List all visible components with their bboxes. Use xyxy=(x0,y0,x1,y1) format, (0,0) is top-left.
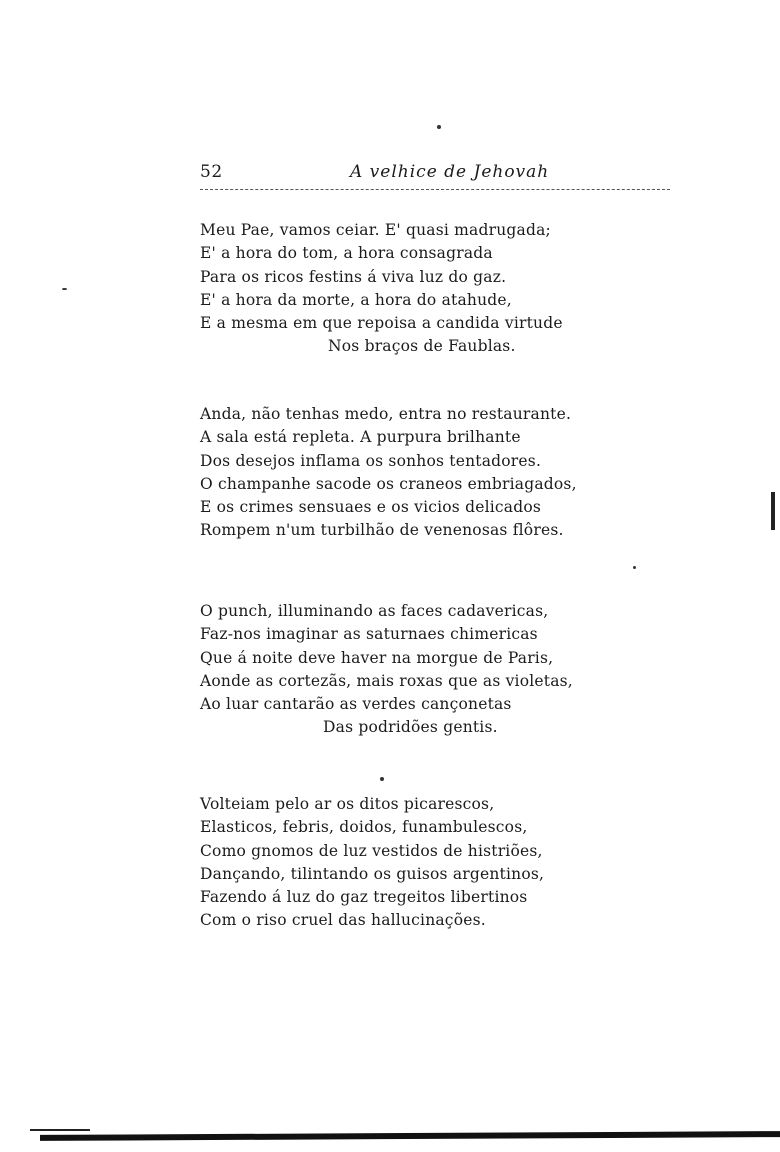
stanza-2 xyxy=(200,403,600,543)
verse-line-short: Das podridões gentis. xyxy=(323,718,498,737)
verse-line: A sala está repleta. A purpura brilhante xyxy=(200,428,521,447)
verse-line: Aonde as cortezãs, mais roxas que as violetas, xyxy=(200,671,573,690)
verse-line: Meu Pae, vamos ceiar. E' quasi madrugada; xyxy=(200,221,551,239)
verse-line: O punch, illuminando as faces cadavericas, xyxy=(200,602,549,620)
scan-bottom-bar xyxy=(40,1131,780,1141)
verse-line: Anda, não tenhas medo, entra no restaurante. xyxy=(200,405,572,423)
verse-line: O champanhe sacode os craneos embriagados, xyxy=(200,474,577,493)
page-number: 52 xyxy=(200,162,223,182)
verse-line: Como gnomos de luz vestidos de histriões, xyxy=(200,841,543,860)
verse-line: Ao luar cantarão as verdes cançonetas xyxy=(200,695,512,714)
scan-speck xyxy=(437,125,441,129)
scan-speck xyxy=(380,777,384,781)
verse-line: E' a hora do tom, a hora consagrada xyxy=(200,244,493,263)
verse-line: Que á noite deve haver na morgue de Paris, xyxy=(200,648,554,667)
stanza-1 xyxy=(200,219,600,359)
verse-line: Elasticos, febris, doidos, funambulescos, xyxy=(200,818,528,837)
page-header xyxy=(200,162,670,186)
verse-line: Dançando, tilintando os guisos argentinos, xyxy=(200,864,545,883)
verse-line: Para os ricos festins á viva luz do gaz. xyxy=(200,267,507,286)
header-rule xyxy=(200,189,670,190)
verse-line: E os crimes sensuaes e os vicios delicados xyxy=(200,498,542,517)
verse-line: Faz-nos imaginar as saturnaes chimericas xyxy=(200,625,538,644)
verse-line: E a mesma em que repoisa a candida virtude xyxy=(200,314,563,333)
stanza-3 xyxy=(200,600,600,740)
scan-bottom-mark xyxy=(30,1129,90,1131)
verse-line: Com o riso cruel das hallucinações. xyxy=(200,911,486,930)
verse-line-short: Nos braços de Faublas. xyxy=(328,337,516,356)
stanza-4 xyxy=(200,793,600,933)
scan-edge-mark xyxy=(771,492,775,530)
verse-line: Rompem n'um turbilhão de venenosas flôres. xyxy=(200,521,564,540)
verse-line: Volteiam pelo ar os ditos picarescos, xyxy=(200,795,495,813)
scan-speck xyxy=(62,288,67,290)
verse-line: E' a hora da morte, a hora do atahude, xyxy=(200,290,512,309)
running-title: A velhice de Jehovah xyxy=(350,162,550,182)
verse-line: Dos desejos inflama os sonhos tentadores. xyxy=(200,451,542,470)
verse-line: Fazendo á luz do gaz tregeitos libertinos xyxy=(200,888,528,907)
scan-speck xyxy=(633,566,636,569)
